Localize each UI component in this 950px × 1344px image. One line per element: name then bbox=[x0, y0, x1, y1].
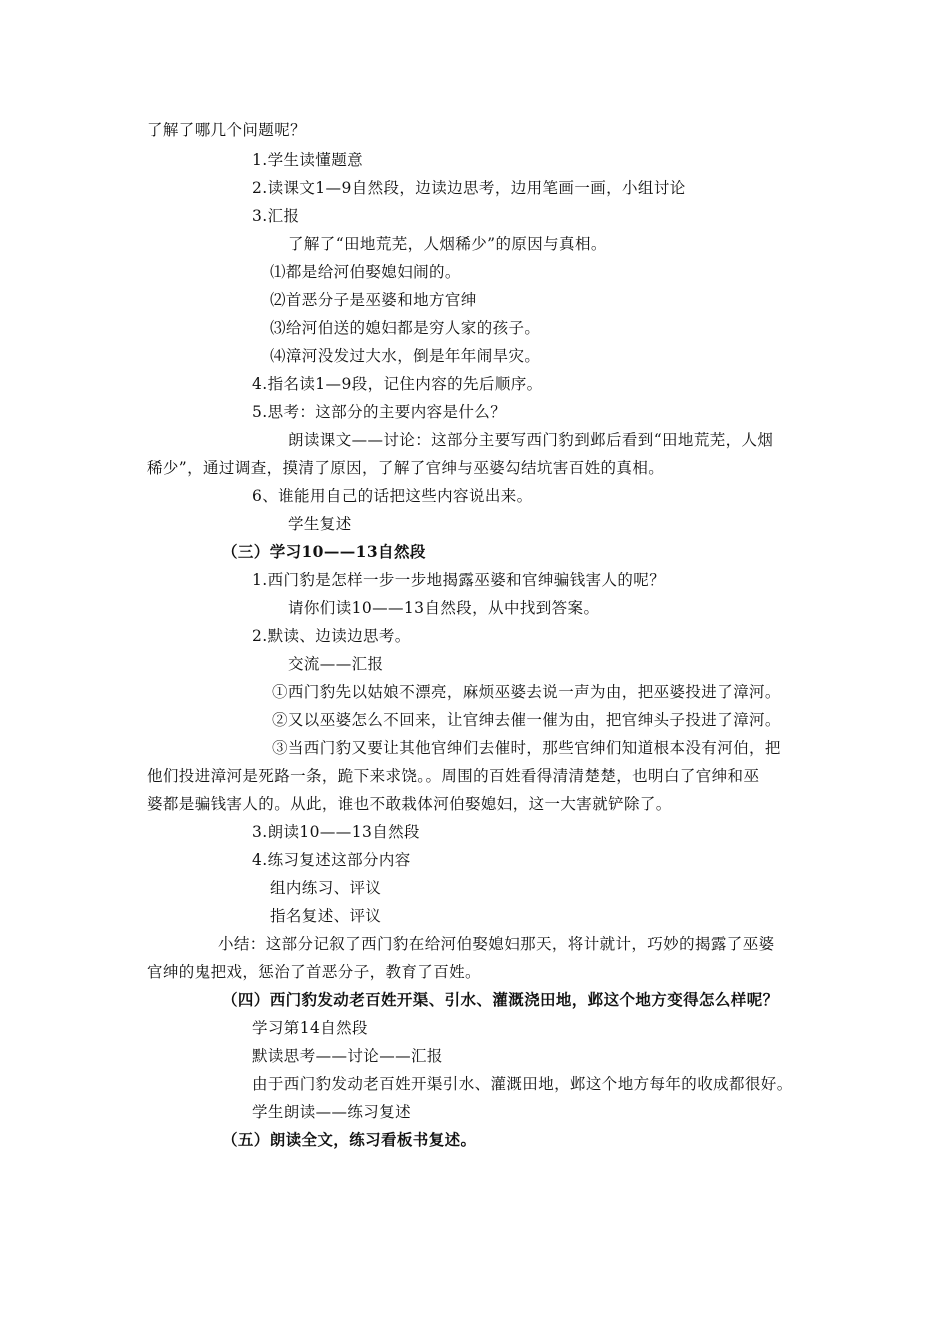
text-line: 学生复述 bbox=[288, 515, 352, 533]
text-line: ①西门豹先以姑娘不漂亮，麻烦巫婆去说一声为由，把巫婆投进了漳河。 bbox=[272, 683, 781, 701]
text-line: 稀少”，通过调查，摸清了原因，了解了官绅与巫婆勾结坑害百姓的真相。 bbox=[147, 459, 665, 477]
text-line: 默读思考——讨论——汇报 bbox=[252, 1047, 443, 1065]
text-line: 2.默读、边读边思考。 bbox=[252, 627, 411, 645]
text-line: ⑶给河伯送的媳妇都是穷人家的孩子。 bbox=[270, 319, 541, 337]
text-line: 学生朗读——练习复述 bbox=[252, 1103, 412, 1121]
section-heading: （三）学习10——13自然段 bbox=[222, 542, 426, 561]
text-line: 了解了“田地荒芜，人烟稀少”的原因与真相。 bbox=[288, 235, 607, 253]
text-line: 学习第14自然段 bbox=[252, 1019, 368, 1037]
text-line: 4.指名读1—9段，记住内容的先后顺序。 bbox=[252, 375, 543, 393]
text-line: 5.思考：这部分的主要内容是什么？ bbox=[252, 403, 507, 421]
text-line: ⑴都是给河伯娶媳妇闹的。 bbox=[270, 263, 461, 281]
text-line: 1.西门豹是怎样一步一步地揭露巫婆和官绅骗钱害人的呢？ bbox=[252, 571, 666, 589]
text-line: 3.朗读10——13自然段 bbox=[252, 823, 420, 841]
text-line: 官绅的鬼把戏，惩治了首恶分子，教育了百姓。 bbox=[147, 963, 481, 981]
text-line: 由于西门豹发动老百姓开渠引水、灌溉田地，邺这个地方每年的收成都很好。 bbox=[252, 1075, 793, 1093]
text-line: 6、谁能用自己的话把这些内容说出来。 bbox=[252, 487, 533, 505]
text-line: 1.学生读懂题意 bbox=[252, 151, 363, 169]
text-line: ③当西门豹又要让其他官绅们去催时，那些官绅们知道根本没有河伯，把 bbox=[272, 739, 781, 757]
text-line: 他们投进漳河是死路一条，跪下来求饶。。周围的百姓看得清清楚楚，也明白了官绅和巫 bbox=[147, 767, 760, 785]
section-heading: （四）西门豹发动老百姓开渠、引水、灌溉浇田地，邺这个地方变得怎么样呢？ bbox=[222, 990, 779, 1009]
text-line: 朗读课文——讨论：这部分主要写西门豹到邺后看到“田地荒芜，人烟 bbox=[288, 431, 774, 449]
text-line: 了解了哪几个问题呢？ bbox=[147, 121, 307, 139]
text-line: 指名复述、评议 bbox=[270, 907, 382, 925]
text-line: 组内练习、评议 bbox=[270, 879, 382, 897]
text-line: 4.练习复述这部分内容 bbox=[252, 851, 411, 869]
text-line: ⑵首恶分子是巫婆和地方官绅 bbox=[270, 291, 477, 309]
text-line: 2.读课文1—9自然段，边读边思考，边用笔画一画，小组讨论 bbox=[252, 179, 686, 197]
text-line: ②又以巫婆怎么不回来，让官绅去催一催为由，把官绅头子投进了漳河。 bbox=[272, 711, 781, 729]
text-line: 婆都是骗钱害人的。从此，谁也不敢栽体河伯娶媳妇，这一大害就铲除了。 bbox=[147, 795, 672, 813]
text-line: 交流——汇报 bbox=[288, 655, 384, 673]
text-line: 请你们读10——13自然段，从中找到答案。 bbox=[288, 599, 600, 617]
section-heading: （五）朗读全文，练习看板书复述。 bbox=[222, 1130, 477, 1149]
text-line: ⑷漳河没发过大水，倒是年年闹旱灾。 bbox=[270, 347, 541, 365]
text-line: 3.汇报 bbox=[252, 207, 300, 225]
text-line: 小结：这部分记叙了西门豹在给河伯娶媳妇那天，将计就计，巧妙的揭露了巫婆 bbox=[218, 935, 775, 953]
